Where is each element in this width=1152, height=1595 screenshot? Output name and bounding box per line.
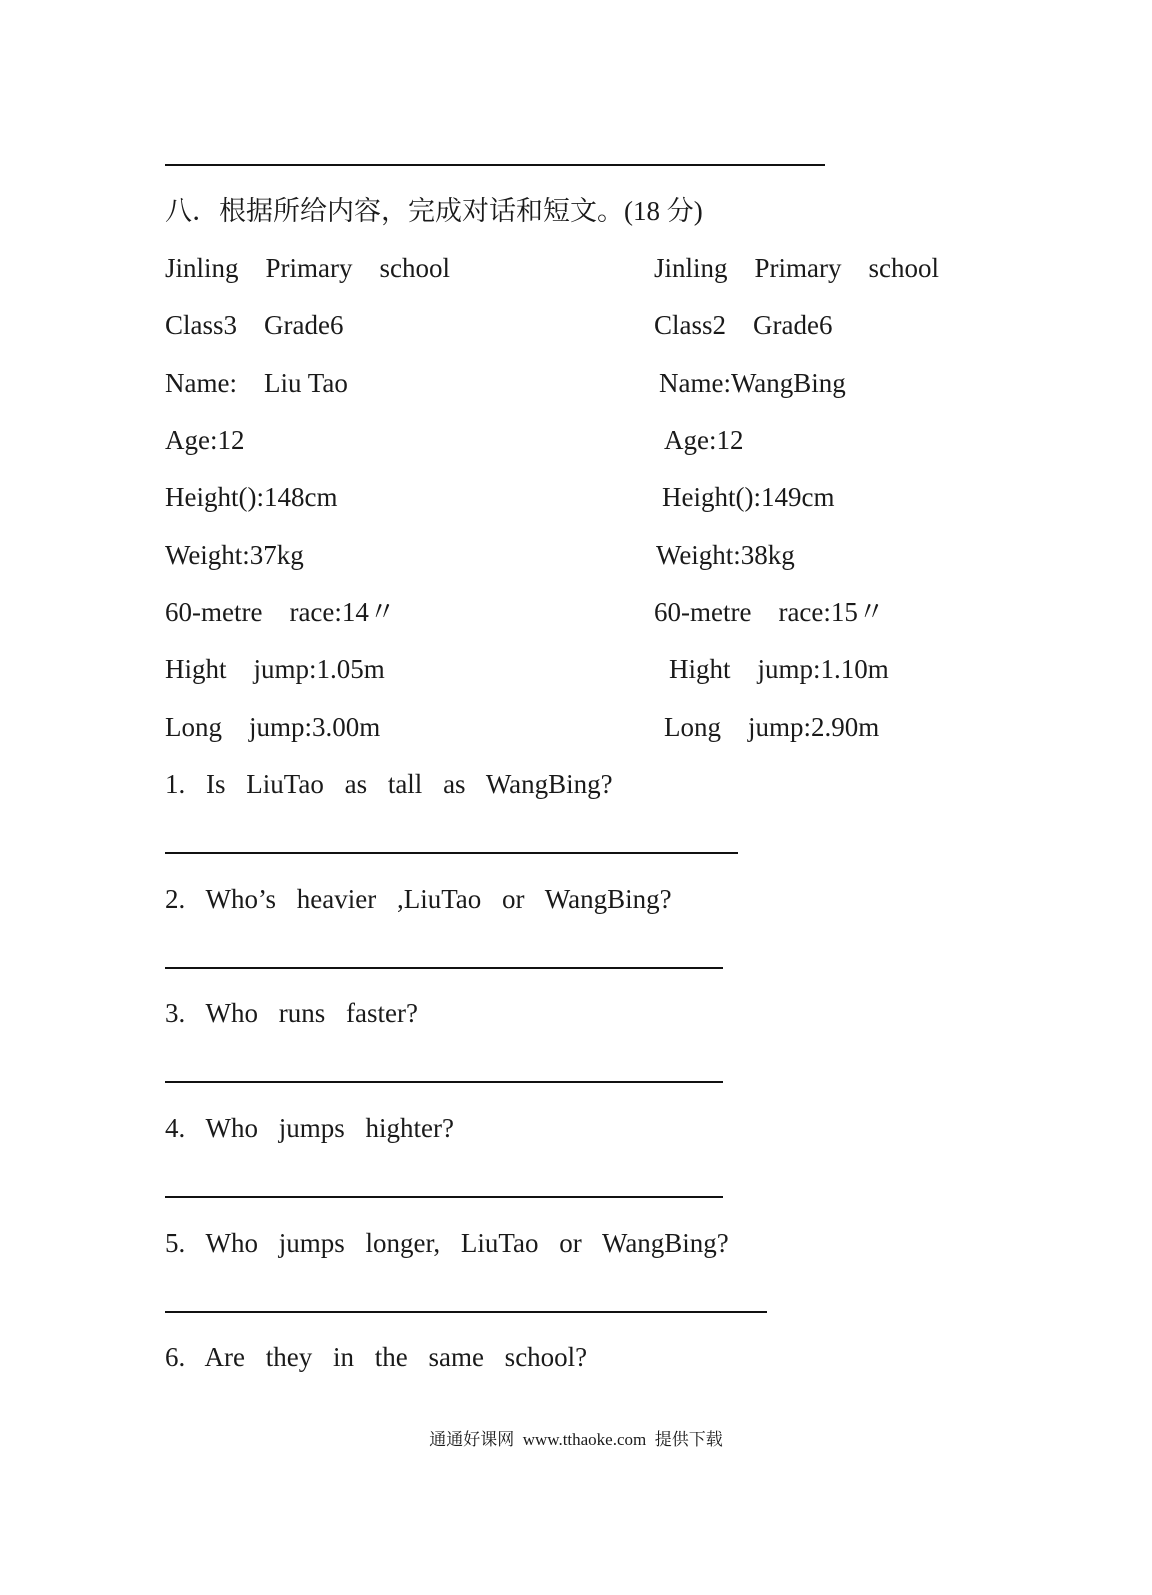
right-name: Name:WangBing [659, 368, 846, 398]
left-weight: Weight:37kg [165, 540, 304, 570]
question-5: 5. Who jumps longer, LiuTao or WangBing? [165, 1228, 729, 1258]
answer-line-3[interactable] [165, 1081, 723, 1083]
question-1: 1. Is LiuTao as tall as WangBing? [165, 769, 613, 799]
answer-line-4[interactable] [165, 1196, 723, 1198]
right-long-jump: Long jump:2.90m [664, 712, 880, 742]
left-school: Jinling Primary school [165, 253, 450, 283]
section-heading: 八．根据所给内容，完成对话和短文。(18 分) [165, 196, 703, 226]
left-height: Height():148cm [165, 482, 338, 512]
right-age: Age:12 [664, 425, 744, 455]
question-2: 2. Who’s heavier ,LiuTao or WangBing? [165, 884, 672, 914]
left-class-grade: Class3 Grade6 [165, 310, 344, 340]
right-class-grade: Class2 Grade6 [654, 310, 833, 340]
answer-line-1[interactable] [165, 852, 738, 854]
question-4: 4. Who jumps highter? [165, 1113, 454, 1143]
right-height: Height():149cm [662, 482, 835, 512]
footer-source: 通通好课网 www.tthaoke.com 提供下载 [429, 1430, 723, 1449]
right-school: Jinling Primary school [654, 253, 939, 283]
top-rule [165, 164, 825, 166]
answer-line-5[interactable] [165, 1311, 767, 1313]
answer-line-2[interactable] [165, 967, 723, 969]
question-6: 6. Are they in the same school? [165, 1342, 588, 1372]
left-age: Age:12 [165, 425, 245, 455]
left-race: 60-metre race:14〃 [165, 597, 396, 627]
question-3: 3. Who runs faster? [165, 998, 418, 1028]
left-name: Name: Liu Tao [165, 368, 348, 398]
right-high-jump: Hight jump:1.10m [669, 654, 889, 684]
right-race: 60-metre race:15〃 [654, 597, 885, 627]
left-long-jump: Long jump:3.00m [165, 712, 381, 742]
right-weight: Weight:38kg [656, 540, 795, 570]
left-high-jump: Hight jump:1.05m [165, 654, 385, 684]
